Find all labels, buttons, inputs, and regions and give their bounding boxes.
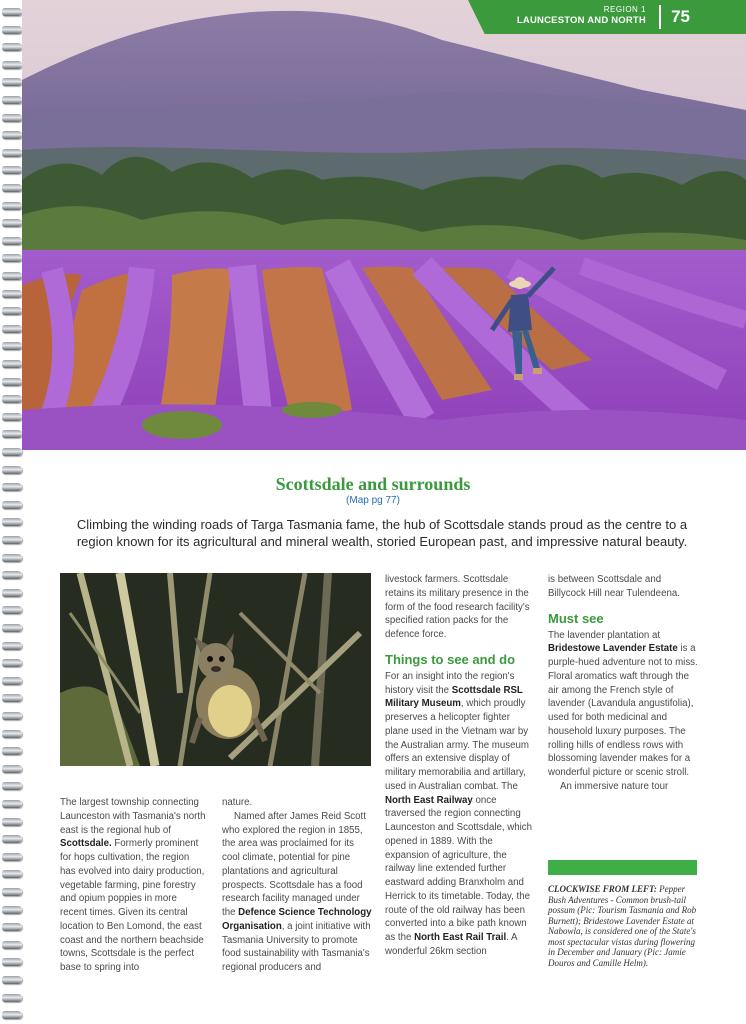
binding-coil: [2, 554, 22, 562]
binding-coil: [2, 254, 22, 262]
bold-term-rail-trail: North East Rail Trail: [414, 932, 507, 943]
text-run: once traversed the region connecting Launceston and Scottsdale, which opened in 1889. With the expansion of agriculture, the railway line extended further eastward adding Branxholm and Herrick to its timetable. Today, the route of the old railway has been converted into a bike path known as the: [385, 794, 533, 943]
binding-coil: [2, 659, 22, 667]
binding-coil: [2, 835, 22, 843]
text-run: Named after James Reid Scott who explored the region in 1855, the area was proclaimed for its cool climate, potential for pine plantations and agricultural prospects. Scottsdale has a food research facility managed under the: [222, 810, 366, 918]
binding-coil: [2, 378, 22, 386]
binding-coil: [2, 272, 22, 280]
text-run: , which proudly preserves a helicopter fighter plane used in the Vietnam war by the Australian army. The museum offers an extensive display of military memorabilia and artillary, used in Australian combat. The: [385, 698, 529, 792]
hero-photo-lavender-field: [22, 0, 746, 450]
binding-coil: [2, 747, 22, 755]
binding-coil: [2, 888, 22, 896]
region-name: LAUNCESTON AND NORTH: [516, 15, 646, 26]
binding-coil: [2, 906, 22, 914]
binding-coil: [2, 114, 22, 122]
region-label: REGION 1: [603, 5, 646, 14]
binding-coil: [2, 642, 22, 650]
caption-text: Pepper Bush Adventures - Common brush-tail possum (Pic: Tourism Tasmania and Rob Burnett); Bridestowe Lavender Estate at Nabowla, is considered one of the State's most spectacular vistas during flowering in December and January (Pic: Jamie Douros and Camille Helm).: [548, 884, 697, 968]
binding-coil: [2, 518, 22, 526]
binding-coil: [2, 958, 22, 966]
binding-coil: [2, 290, 22, 298]
binding-coil: [2, 202, 22, 210]
paragraph: livestock farmers. Scottsdale retains its military presence in the form of the food research facility's specified ration packs for the defence force.: [385, 574, 530, 640]
binding-coil: [2, 307, 22, 315]
binding-coil: [2, 166, 22, 174]
binding-coil: [2, 325, 22, 333]
binding-coil: [2, 730, 22, 738]
binding-coil: [2, 43, 22, 51]
subheading-must-see: Must see: [548, 610, 604, 626]
caption-lead: CLOCKWISE FROM LEFT:: [548, 884, 657, 894]
binding-coil: [2, 941, 22, 949]
region-heading: [517, 4, 646, 26]
binding-coil: [2, 571, 22, 579]
paragraph: [222, 810, 372, 975]
binding-coil: [2, 430, 22, 438]
subheading-things-to-see: Things to see and do: [385, 651, 516, 667]
binding-coil: [2, 624, 22, 632]
text-run: . A wonderful 26km section: [385, 932, 517, 957]
binding-coil: [2, 853, 22, 861]
bold-term-north-east-railway: North East Railway: [385, 794, 473, 806]
binding-coil: [2, 694, 22, 702]
bold-term-dsto: Defence Science Technology Organisation: [222, 907, 372, 932]
binding-coil: [2, 1011, 22, 1019]
paragraph: is between Scottsdale and Billycock Hill near Tulendeena.: [548, 574, 680, 599]
text-run: is a purple-hued adventure not to miss. Floral aromatics waft through the air among the French style of lavender (Lavandula angustifolia), used for both medicinal and household luxury purposes. The rolling hills of endless rows with blossoming lavender makes for a wonderful picture or scenic stroll.: [548, 643, 698, 778]
binding-coil: [2, 448, 22, 456]
binding-coil: [2, 78, 22, 86]
paragraph: An immersive nature tour: [560, 780, 669, 792]
binding-coil: [2, 413, 22, 421]
intro-paragraph: Climbing the winding roads of Targa Tasmania fame, the hub of Scottsdale stands proud as the centre to a region known for its agricultural and mineral wealth, storied European past, and impressive natural beauty.: [76, 517, 688, 549]
binding-coil: [2, 923, 22, 931]
column-2: [222, 796, 372, 975]
binding-coil: [2, 800, 22, 808]
caption-divider-bar: [548, 860, 697, 875]
map-reference-link[interactable]: (Map pg 77): [346, 495, 400, 506]
binding-coil: [2, 976, 22, 984]
paragraph: [385, 670, 535, 959]
binding-coil: [2, 8, 22, 16]
binding-coil: [2, 870, 22, 878]
binding-coil: [2, 149, 22, 157]
text-run: The lavender plantation at: [548, 629, 661, 641]
binding-coil: [2, 818, 22, 826]
binding-coil: [2, 395, 22, 403]
page-number: 75: [659, 5, 690, 29]
binding-coil: [2, 782, 22, 790]
binding-coil: [2, 466, 22, 474]
binding-coil: [2, 360, 22, 368]
binding-coil: [2, 61, 22, 69]
binding-coil: [2, 536, 22, 544]
text-run: Formerly prominent for hops cultivation, the region has evolved into dairy production, vegetable farming, pine forestry and opium poppies in more recent times. Given its central location to Ben Lomond, the east coast and the northern beachside towns, Scottsdale is the perfect base to spring into: [60, 838, 205, 973]
binding-coil: [2, 96, 22, 104]
binding-coil: [2, 237, 22, 245]
binding-coil: [2, 606, 22, 614]
column-3: [385, 573, 535, 959]
binding-coil: [2, 712, 22, 720]
bold-term-scottsdale: Scottsdale.: [60, 838, 112, 850]
binding-coil: [2, 184, 22, 192]
bold-term-bridestowe: Bridestowe Lavender Estate: [548, 643, 678, 655]
photo-caption: [548, 884, 700, 968]
paragraph: [548, 629, 698, 780]
paragraph: nature.: [222, 797, 253, 808]
bold-term-rsl-museum: Scottsdale RSL Military Museum: [385, 684, 523, 710]
text-run: The largest township connecting Launceston with Tasmania's north east is the regional hub of: [60, 797, 206, 836]
binding-coil: [2, 342, 22, 350]
binding-coil: [2, 219, 22, 227]
text-run: , a joint initiative with Tasmania University to promote food sustainability with Tasmania's regional producers and: [222, 920, 371, 973]
column-4: [548, 573, 698, 794]
binding-coil: [2, 994, 22, 1002]
section-title: Scottsdale and surrounds: [275, 474, 471, 494]
binding-coil: [2, 765, 22, 773]
column-1: [60, 796, 206, 975]
binding-coil: [2, 131, 22, 139]
binding-coil: [2, 589, 22, 597]
paragraph: [60, 796, 206, 975]
possum-photo: [60, 573, 371, 766]
binding-coil: [2, 677, 22, 685]
text-run: For an insight into the region's history visit the: [385, 670, 515, 696]
binding-coil: [2, 26, 22, 34]
